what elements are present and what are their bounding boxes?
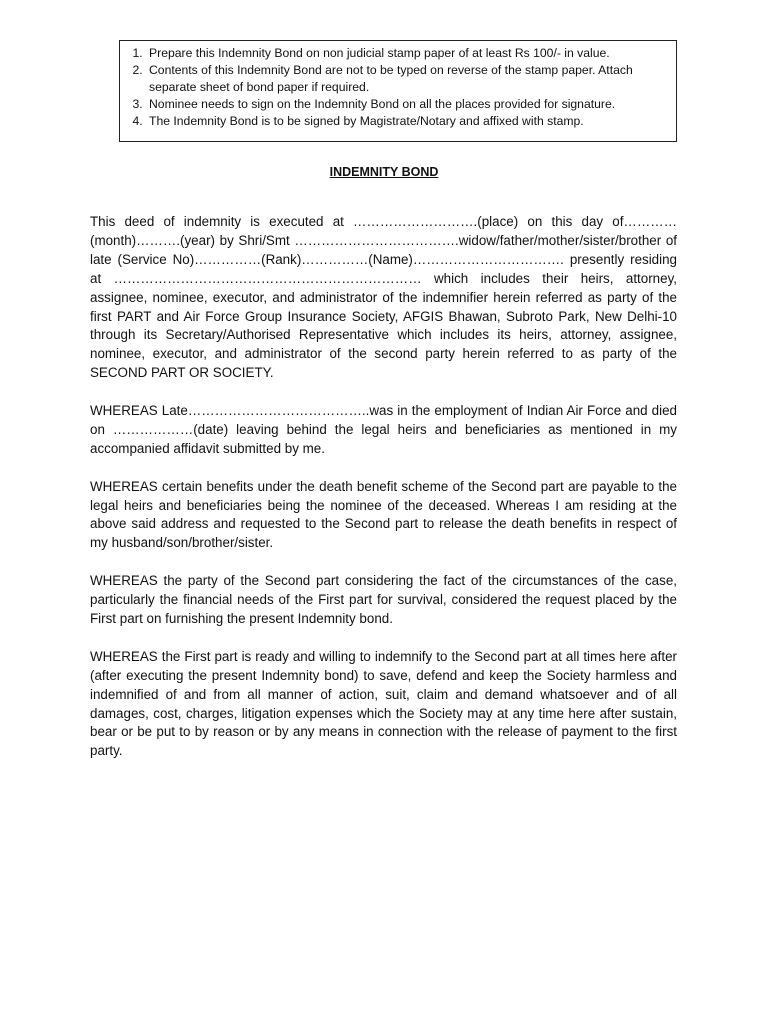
instruction-item: 3. Nominee needs to sign on the Indemnity Bond on all the places provided for signature.	[146, 96, 668, 113]
document-body	[90, 213, 677, 780]
whereas-paragraph: WHEREAS certain benefits under the death benefit scheme of the Second part are payable to the legal heirs and beneficiaries being the nominee of the deceased. Whereas I am residing at the above said address and requested to the Second part to release the death benefits in respect of my husband/son/brother/sister.	[90, 478, 677, 551]
deed-paragraph: This deed of indemnity is executed at ……………………….(place) on this day of…………(month)……….(year) by Shri/Smt ……………………………….widow/father/mother/sister/brother of late (Service No)……………(Rank)……………(Name)……………………………. presently residing at …………………………………………………………… which includes their heirs, attorney, assignee, nominee, executor, and administrator of the indemnifier herein referred as party of the first PART and Air Force Group Insurance Society, AFGIS Bhawan, Subroto Park, New Delhi-10 through its Secretary/Authorised Representative which includes its heirs, attorney, assignee, nominee, executor, and administrator of the second party herein referred to as party of the SECOND PART OR SOCIETY.	[90, 214, 677, 381]
instruction-item: 2. Contents of this Indemnity Bond are not to be typed on reverse of the stamp paper. Attach separate sheet of bond paper if required.	[146, 62, 668, 96]
instructions-list	[128, 45, 668, 130]
whereas-paragraph: WHEREAS the First part is ready and willing to indemnify to the Second part at all times here after (after executing the present Indemnity bond) to save, defend and keep the Society harmless and indemnified of and from all manner of action, suit, claim and demand whatsoever and of all damages, cost, charges, litigation expenses which the Society may at any time here after sustain, bear or be put to by reason or by any means in connection with the release of payment to the first party.	[90, 648, 677, 759]
instruction-item: 4. The Indemnity Bond is to be signed by Magistrate/Notary and affixed with stamp.	[146, 113, 668, 130]
whereas-paragraph: WHEREAS the party of the Second part considering the fact of the circumstances of the case, particularly the financial needs of the First part for survival, considered the request placed by the First part on furnishing the present Indemnity bond.	[90, 573, 677, 626]
instruction-item: 1. Prepare this Indemnity Bond on non judicial stamp paper of at least Rs 100/- in value.	[146, 45, 668, 62]
document-title: INDEMNITY BOND	[329, 165, 439, 179]
whereas-paragraph: WHEREAS Late…………………………………..was in the employment of Indian Air Force and died on ………………(date) leaving behind the legal heirs and beneficiaries as mentioned in my accompanied affidavit submitted by me.	[90, 403, 677, 456]
instructions-box	[119, 40, 677, 142]
